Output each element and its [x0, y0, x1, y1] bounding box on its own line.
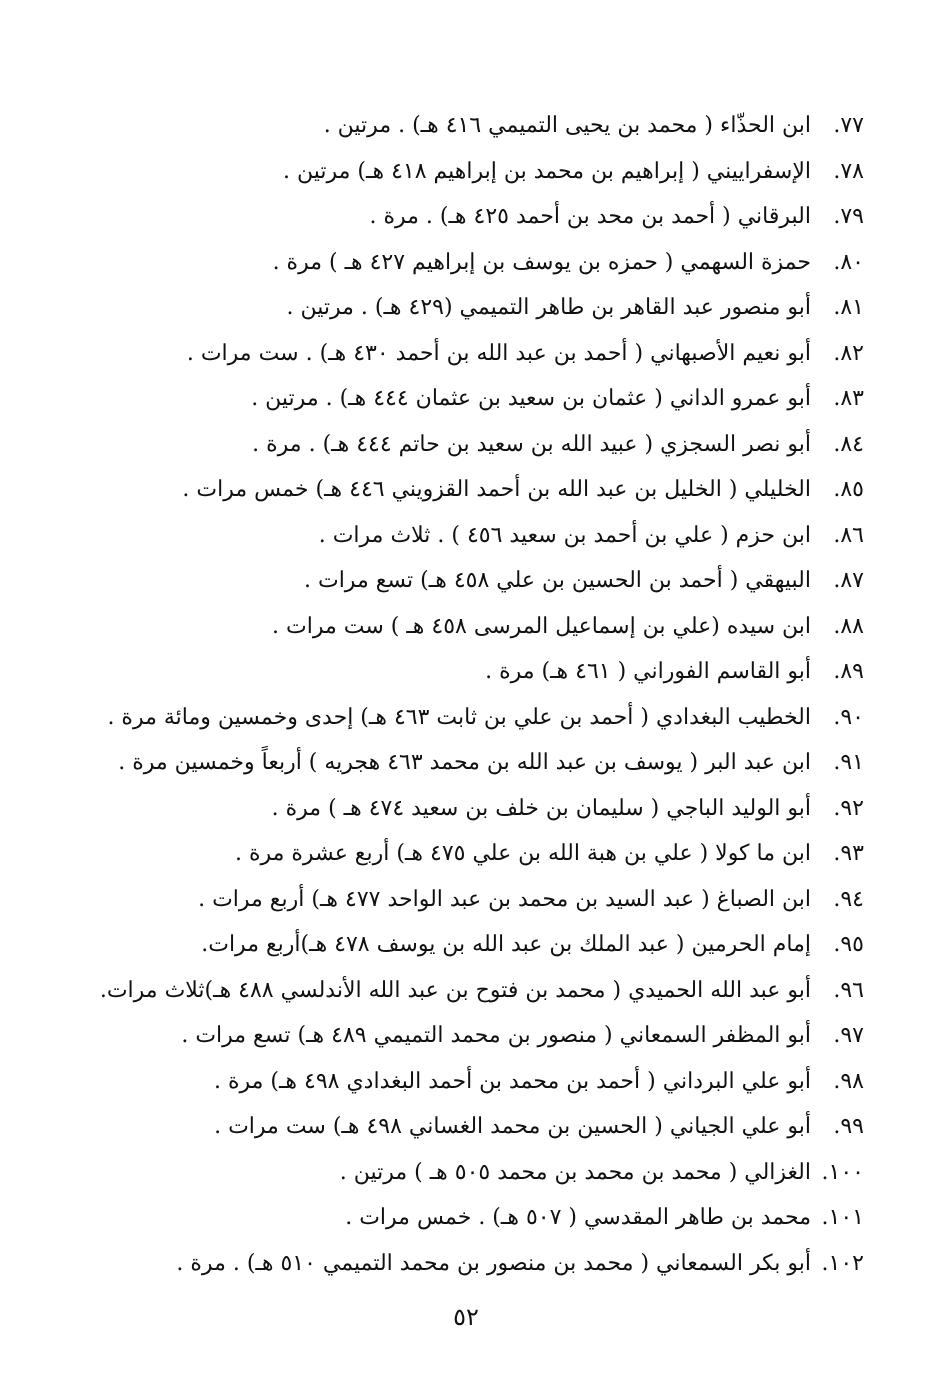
entry-number: ٨٤.: [833, 431, 864, 457]
entry-number: ٨٣.: [833, 386, 864, 411]
entry-text: ابن الصباغ ( عبد السيد بن محمد بن عبد الواحد ٤٧٧ هـ) أربع مرات .: [198, 886, 811, 912]
list-item: [74, 103, 864, 149]
entry-number: ٩٠.: [833, 704, 864, 730]
entry-number: ٨٨.: [833, 613, 864, 639]
list-item: [74, 376, 864, 422]
entry-text: أبو بكر السمعاني ( محمد بن منصور بن محمد التميمي ٥١٠ هـ) . مرة .: [176, 1250, 811, 1276]
list-item: [74, 558, 864, 604]
entry-number: ٧٨.: [833, 158, 864, 184]
list-item: [74, 422, 864, 468]
entry-number: ٨٠.: [833, 249, 864, 275]
entry-text: ابن الحذّاء ( محمد بن يحيى التميمي ٤١٦ هـ) . مرتين .: [323, 113, 811, 138]
list-item: [74, 786, 864, 832]
list-item: [74, 149, 864, 195]
entry-text: أبو القاسم الفوراني ( ٤٦١ هـ) مرة .: [485, 659, 811, 684]
entry-text: ابن حزم ( علي بن أحمد بن سعيد ٤٥٦ ) . ثلاث مرات .: [318, 522, 811, 548]
list-item: [74, 1104, 864, 1150]
list-item: [74, 695, 864, 741]
entry-text: أبو عبد الله الحميدي ( محمد بن فتوح بن عبد الله الأندلسي ٤٨٨ هـ)ثلاث مرات.: [99, 977, 811, 1003]
entry-text: أبو علي الجياني ( الحسين بن محمد الغساني ٤٩٨ هـ) ست مرات .: [214, 1114, 811, 1139]
entry-text: الخطيب البغدادي ( أحمد بن علي بن ثابت ٤٦٣ هـ) إحدى وخمسين ومائة مرة .: [107, 704, 811, 730]
entry-text: حمزة السهمي ( حمزه بن يوسف بن إبراهيم ٤٢٧ هـ ) مرة .: [272, 249, 811, 275]
entry-text: أبو المظفر السمعاني ( منصور بن محمد التميمي ٤٨٩ هـ) تسع مرات .: [181, 1023, 811, 1048]
entry-number: ٩٩.: [833, 1114, 864, 1139]
list-item: [74, 968, 864, 1014]
entry-number: ٧٧.: [833, 113, 864, 138]
list-item: [74, 1059, 864, 1105]
entry-number: ٩٦.: [833, 977, 864, 1003]
list-item: [74, 604, 864, 650]
entry-text: محمد بن طاهر المقدسي ( ٥٠٧ هـ) . خمس مرات .: [345, 1205, 811, 1230]
list-item: [74, 877, 864, 923]
list-item: [74, 922, 864, 968]
scholar-list: [74, 103, 864, 1286]
entry-number: ٩٧.: [833, 1023, 864, 1048]
list-item: [74, 513, 864, 559]
entry-text: أبو نعيم الأصبهاني ( أحمد بن عبد الله بن أحمد ٤٣٠ هـ) . ست مرات .: [186, 340, 811, 366]
entry-number: ٨٩.: [833, 659, 864, 684]
list-item: [74, 1195, 864, 1241]
list-item: [74, 467, 864, 513]
entry-text: الخليلي ( الخليل بن عبد الله بن أحمد القزويني ٤٤٦ هـ) خمس مرات .: [182, 477, 811, 502]
entry-text: الإسفراييني ( إبراهيم بن محمد بن إبراهيم ٤١٨ هـ) مرتين .: [283, 158, 811, 184]
list-item: [74, 285, 864, 331]
entry-number: ١٠١.: [821, 1205, 864, 1230]
list-item: [74, 331, 864, 377]
entry-number: ٨٥.: [833, 477, 864, 502]
entry-text: أبو علي البرداني ( أحمد بن محمد بن أحمد البغدادي ٤٩٨ هـ) مرة .: [213, 1068, 811, 1094]
entry-number: ٨٧.: [833, 568, 864, 593]
entry-number: ١٠٠.: [821, 1159, 864, 1185]
entry-number: ٨٦.: [833, 522, 864, 548]
list-item: [74, 1241, 864, 1287]
list-item: [74, 1013, 864, 1059]
list-item: [74, 194, 864, 240]
page-number: ٥٢: [453, 1303, 479, 1331]
entry-text: البيهقي ( أحمد بن الحسين بن علي ٤٥٨ هـ) تسع مرات .: [304, 568, 811, 593]
entry-text: أبو نصر السجزي ( عبيد الله بن سعيد بن حاتم ٤٤٤ هـ) . مرة .: [252, 431, 811, 457]
list-item: [74, 1150, 864, 1196]
list-item: [74, 649, 864, 695]
entry-text: أبو منصور عبد القاهر بن طاهر التميمي (٤٢٩ هـ) . مرتين .: [286, 295, 811, 320]
entry-number: ١٠٢.: [821, 1250, 864, 1276]
list-item: [74, 831, 864, 877]
entry-number: ٩٨.: [833, 1068, 864, 1094]
entry-number: ٩١.: [833, 750, 864, 775]
entry-number: ٨١.: [833, 295, 864, 320]
entry-text: الغزالي ( محمد بن محمد بن محمد ٥٠٥ هـ ) مرتين .: [339, 1159, 811, 1185]
entry-text: ابن عبد البر ( يوسف بن عبد الله بن محمد ٤٦٣ هجريه ) أربعاً وخمسين مرة .: [118, 750, 811, 775]
entry-number: ٩٣.: [833, 841, 864, 866]
list-item: [74, 740, 864, 786]
entry-text: البرقاني ( أحمد بن محد بن أحمد ٤٢٥ هـ) . مرة .: [369, 204, 811, 229]
entry-number: ٩٤.: [833, 886, 864, 912]
entry-text: أبو الوليد الباجي ( سليمان بن خلف بن سعيد ٤٧٤ هـ ) مرة .: [271, 795, 811, 821]
list-item: [74, 240, 864, 286]
entry-text: ابن سيده (علي بن إسماعيل المرسى ٤٥٨ هـ ) ست مرات .: [272, 613, 811, 639]
entry-number: ٧٩.: [833, 204, 864, 229]
entry-number: ٩٥.: [833, 932, 864, 957]
entry-text: إمام الحرمين ( عبد الملك بن عبد الله بن يوسف ٤٧٨ هـ)أربع مرات.: [201, 932, 811, 957]
entry-number: ٩٢.: [833, 795, 864, 821]
entry-text: أبو عمرو الداني ( عثمان بن سعيد بن عثمان ٤٤٤ هـ) . مرتين .: [251, 386, 811, 411]
entry-number: ٨٢.: [833, 340, 864, 366]
entry-text: ابن ما كولا ( علي بن هبة الله بن علي ٤٧٥ هـ) أربع عشرة مرة .: [234, 841, 811, 866]
